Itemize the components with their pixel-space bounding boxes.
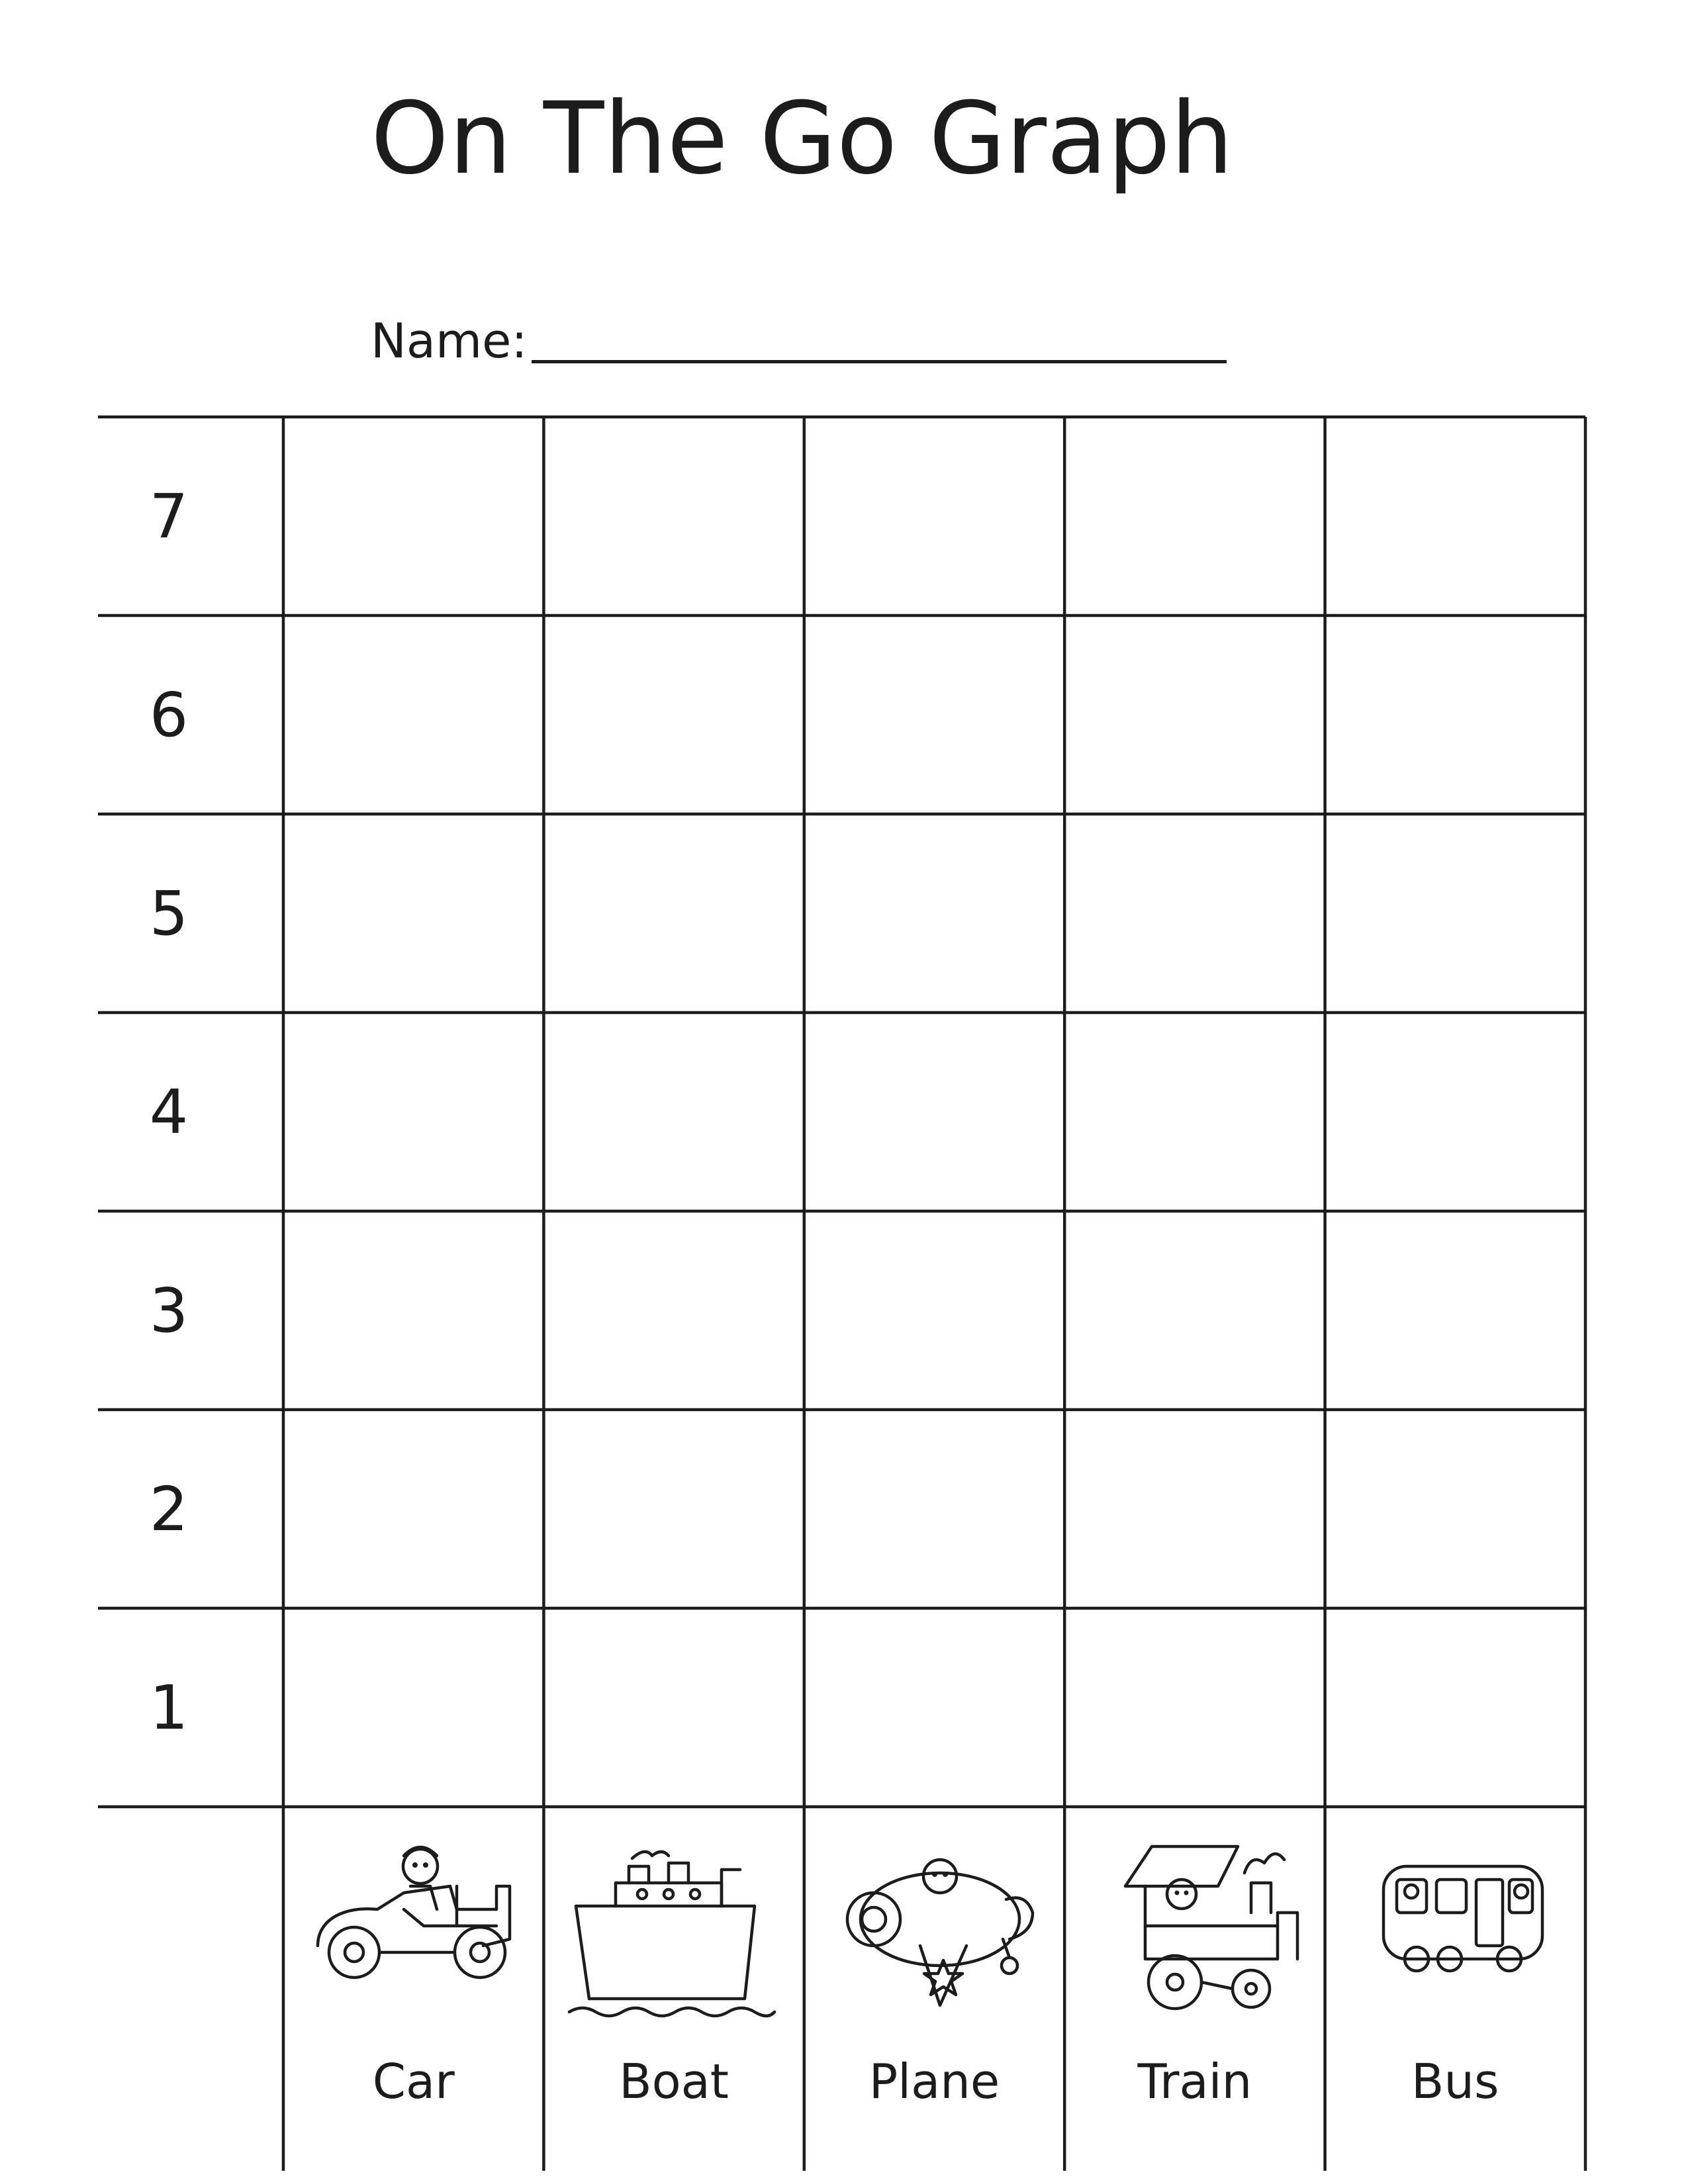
tally-cell-boat-5[interactable] [545,816,802,1011]
row-number-label: 6 [149,680,189,751]
tally-cell-train-1[interactable] [1066,1610,1323,1805]
tally-cell-bus-2[interactable] [1327,1412,1583,1606]
row-number-label: 3 [149,1275,189,1346]
tally-cell-train-6[interactable] [1066,617,1323,812]
boat-icon [569,1852,774,2016]
tally-cell-bus-3[interactable] [1327,1213,1583,1408]
tally-cell-train-2[interactable] [1066,1412,1323,1606]
tally-cell-bus-1[interactable] [1327,1610,1583,1805]
tally-cell-bus-5[interactable] [1327,816,1583,1011]
tally-cell-boat-3[interactable] [545,1213,802,1408]
row-number-label: 7 [149,481,189,552]
tally-cell-train-5[interactable] [1066,816,1323,1011]
tally-cell-boat-4[interactable] [545,1015,802,1209]
tally-cell-boat-7[interactable] [545,419,802,614]
tally-cell-plane-1[interactable] [806,1610,1062,1805]
car-icon [318,1847,510,1978]
grid-cells [285,419,1583,1805]
tally-cell-train-4[interactable] [1066,1015,1323,1209]
tally-cell-boat-6[interactable] [545,617,802,812]
tally-cell-boat-2[interactable] [545,1412,802,1606]
tally-cell-bus-7[interactable] [1327,419,1583,614]
row-labels [150,481,189,1743]
tally-cell-plane-5[interactable] [806,816,1062,1011]
tally-cell-train-7[interactable] [1066,419,1323,614]
tally-cell-car-3[interactable] [285,1213,541,1408]
tally-cell-plane-7[interactable] [806,419,1062,614]
category-label-bus: Bus [1411,2054,1499,2109]
plane-icon [847,1860,1033,2005]
row-number-label: 5 [149,878,189,949]
row-number-label: 4 [149,1077,189,1148]
row-number-label: 2 [149,1474,189,1545]
tally-cell-train-3[interactable] [1066,1213,1323,1408]
name-label: Name: [371,313,528,369]
tally-cell-plane-2[interactable] [806,1412,1062,1606]
category-label-car: Car [372,2054,455,2109]
tally-cell-car-4[interactable] [285,1015,541,1209]
tally-cell-car-2[interactable] [285,1412,541,1606]
row-number-label: 1 [149,1672,189,1743]
tally-cell-car-7[interactable] [285,419,541,614]
tally-cell-bus-6[interactable] [1327,617,1583,812]
tally-cell-car-1[interactable] [285,1610,541,1805]
tally-cell-car-5[interactable] [285,816,541,1011]
bus-icon [1383,1866,1542,1971]
worksheet-title: On The Go Graph [371,81,1234,197]
tally-cell-plane-4[interactable] [806,1015,1062,1209]
tally-cell-bus-4[interactable] [1327,1015,1583,1209]
category-label-plane: Plane [868,2054,1000,2109]
train-icon [1125,1846,1297,2009]
tally-cell-plane-3[interactable] [806,1213,1062,1408]
category-label-train: Train [1137,2054,1252,2109]
tally-cell-car-6[interactable] [285,617,541,812]
category-label-boat: Boat [619,2054,729,2109]
category-labels [373,2054,1499,2109]
tally-cell-boat-1[interactable] [545,1610,802,1805]
tally-cell-plane-6[interactable] [806,617,1062,812]
